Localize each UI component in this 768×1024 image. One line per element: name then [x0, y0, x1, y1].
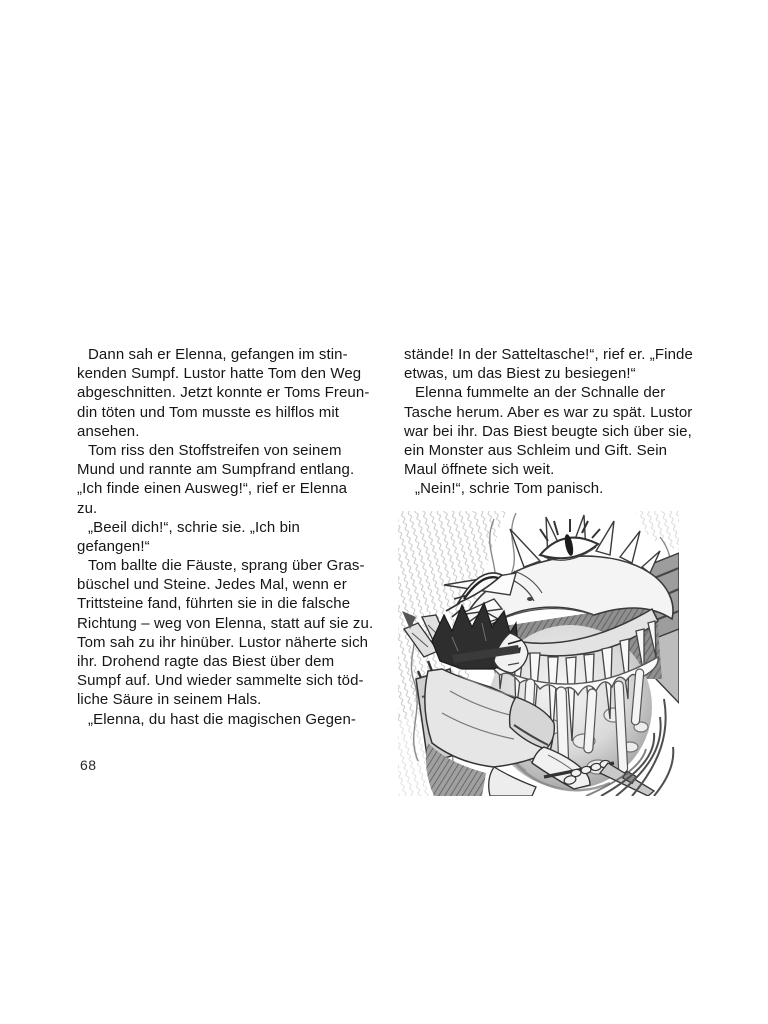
text-line: Tom sah zu ihr hinüber. Lustor näherte sich [77, 633, 369, 651]
text-line: ihr. Drohend ragte das Biest über dem [77, 653, 335, 670]
right-text-column [404, 345, 704, 499]
text-line: Tasche herum. Aber es war zu spät. Lustor [404, 403, 693, 421]
text-line: abgeschnitten. Jetzt konnte er Toms Freun- [77, 384, 370, 402]
text-line: liche Säure in seinem Hals. [77, 691, 262, 709]
page-number: 68 [80, 757, 97, 773]
text-line: kenden Sumpf. Lustor hatte Tom den Weg [77, 365, 362, 383]
text-line: „Ich finde einen Ausweg!“, rief er Elenna [77, 480, 348, 498]
left-text-column [77, 345, 377, 729]
text-line: gefangen!“ [77, 537, 150, 555]
text-line: zu. [77, 499, 98, 517]
text-line: Tom riss den Stoffstreifen von seinem [88, 441, 342, 459]
text-line: din töten und Tom musste es hilflos mit [77, 403, 340, 421]
text-line: Dann sah er Elenna, gefangen im stin- [88, 346, 348, 363]
text-line: Sumpf auf. Und wieder sammelte sich töd- [77, 672, 364, 690]
text-line: Tom ballte die Fäuste, sprang über Gras- [88, 557, 365, 575]
text-line: etwas, um das Biest zu besiegen!“ [404, 365, 636, 383]
text-line: stände! In der Satteltasche!“, rief er. „Finde [404, 346, 693, 363]
text-line: Richtung – weg von Elenna, statt auf sie zu. [77, 614, 374, 632]
monster-attack-drawing [398, 511, 679, 796]
text-line: ein Monster aus Schleim und Gift. Sein [404, 441, 668, 459]
book-illustration [398, 511, 679, 796]
text-line: „Beeil dich!“, schrie sie. „Ich bin [88, 518, 300, 536]
text-line: „Elenna, du hast die magischen Gegen- [88, 710, 357, 728]
text-line: Mund und rannte am Sumpfrand entlang. [77, 461, 355, 479]
text-line: büschel und Steine. Jedes Mal, wenn er [77, 576, 347, 594]
text-line: war bei ihr. Das Biest beugte sich über sie, [404, 422, 692, 440]
text-line: Trittsteine fand, führten sie in die falsche [77, 595, 351, 613]
text-line: ansehen. [77, 422, 140, 440]
text-line: „Nein!“, schrie Tom panisch. [415, 480, 604, 498]
text-line: Maul öffnete sich weit. [404, 461, 555, 479]
text-line: Elenna fummelte an der Schnalle der [415, 384, 666, 402]
